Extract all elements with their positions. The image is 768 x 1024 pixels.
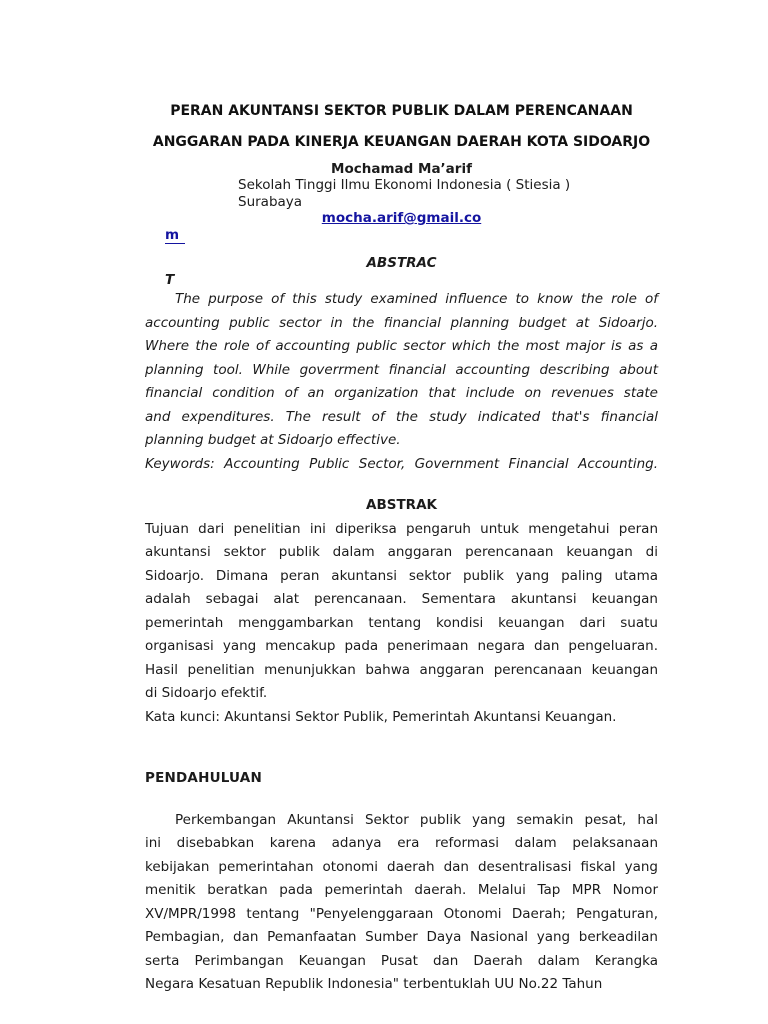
text-line: Negara Kesatuan Republik Indonesia" terbentuklah UU No.22 Tahun: [145, 976, 603, 992]
text-line: The purpose of this study examined influence to know the role of: [175, 291, 658, 307]
affiliation-line1: Sekolah Tinggi Ilmu Ekonomi Indonesia ( Stiesia ): [238, 177, 571, 193]
paper-page: [145, 0, 658, 997]
text-line: kebijakan pemerintahan otonomi daerah dan desentralisasi fiskal yang: [145, 858, 658, 875]
text-line: planning tool. While goverrment financial accounting describing about: [145, 361, 658, 378]
paper-title-line2: ANGGARAN PADA KINERJA KEUANGAN DAERAH KOTA SIDOARJO: [152, 134, 651, 150]
text-line: organisasi yang mencakup pada penerimaan negara dan pengeluaran.: [145, 638, 658, 654]
text-line: Tujuan dari penelitian ini diperiksa pengaruh untuk mengetahui peran: [145, 520, 658, 537]
text-line: ini disebabkan karena adanya era reformasi dalam pelaksanaan: [145, 835, 658, 851]
text-line: pemerintah menggambarkan tentang kondisi keuangan dari suatu: [145, 614, 658, 631]
pendahuluan-paragraph: [145, 809, 658, 997]
text-line: financial condition of an organization that include on revenues state: [145, 385, 658, 401]
abstract-id-body: [145, 518, 658, 706]
author-name: Mochamad Ma’arif: [331, 161, 472, 177]
abstract-id-heading: ABSTRAK: [366, 497, 437, 513]
abstract-en-heading-line1: ABSTRAC: [366, 255, 437, 271]
text-line: Pembagian, dan Pemanfaatan Sumber Daya Nasional yang berkeadilan: [145, 929, 658, 945]
paper-title: [145, 0, 658, 158]
text-line: Perkembangan Akuntansi Sektor publik yang semakin pesat, hal: [175, 811, 658, 828]
email-row-continuation: [145, 227, 658, 244]
section-heading-pendahuluan: PENDAHULUAN: [145, 770, 262, 786]
text-line: serta Perimbangan Keuangan Pusat dan Daerah dalam Kerangka: [145, 952, 658, 969]
paper-title-line1: PERAN AKUNTANSI SEKTOR PUBLIK DALAM PERENCANAAN: [170, 103, 633, 119]
text-line: adalah sebagai alat perencanaan. Sementara akuntansi keuangan: [145, 591, 658, 607]
text-line: planning budget at Sidoarjo effective.: [145, 432, 401, 448]
text-line: XV/MPR/1998 tentang "Penyelenggaraan Otonomi Daerah; Pengaturan,: [145, 905, 658, 922]
abstract-en-keywords: Keywords: Accounting Public Sector, Government Financial Accounting.: [145, 455, 658, 472]
affiliation-line2: Surabaya: [238, 193, 303, 210]
text-line: akuntansi sektor publik dalam anggaran perencanaan keuangan di: [145, 544, 658, 560]
abstract-en-body: [145, 288, 658, 453]
text-line: accounting public sector in the financial planning budget at Sidoarjo.: [145, 314, 658, 331]
text-line: Sidoarjo. Dimana peran akuntansi sektor publik yang paling utama: [145, 567, 658, 584]
text-line: di Sidoarjo efektif.: [145, 685, 268, 701]
email-row: [145, 210, 658, 227]
email-link-line1[interactable]: mocha.arif@gmail.co: [321, 210, 482, 226]
text-line: Where the role of accounting public sector which the most major is as a: [145, 338, 658, 354]
email-link-line2[interactable]: m: [165, 227, 185, 244]
text-line: menitik beratkan pada pemerintah daerah. Melalui Tap MPR Nomor: [145, 882, 658, 898]
abstract-en-heading-line2: T: [165, 271, 175, 288]
abstract-id-keywords: Kata kunci: Akuntansi Sektor Publik, Pemerintah Akuntansi Keuangan.: [145, 708, 617, 725]
text-line: Hasil penelitian menunjukkan bahwa anggaran perencanaan keuangan: [145, 661, 658, 678]
text-line: and expenditures. The result of the study indicated that's financial: [145, 408, 658, 425]
